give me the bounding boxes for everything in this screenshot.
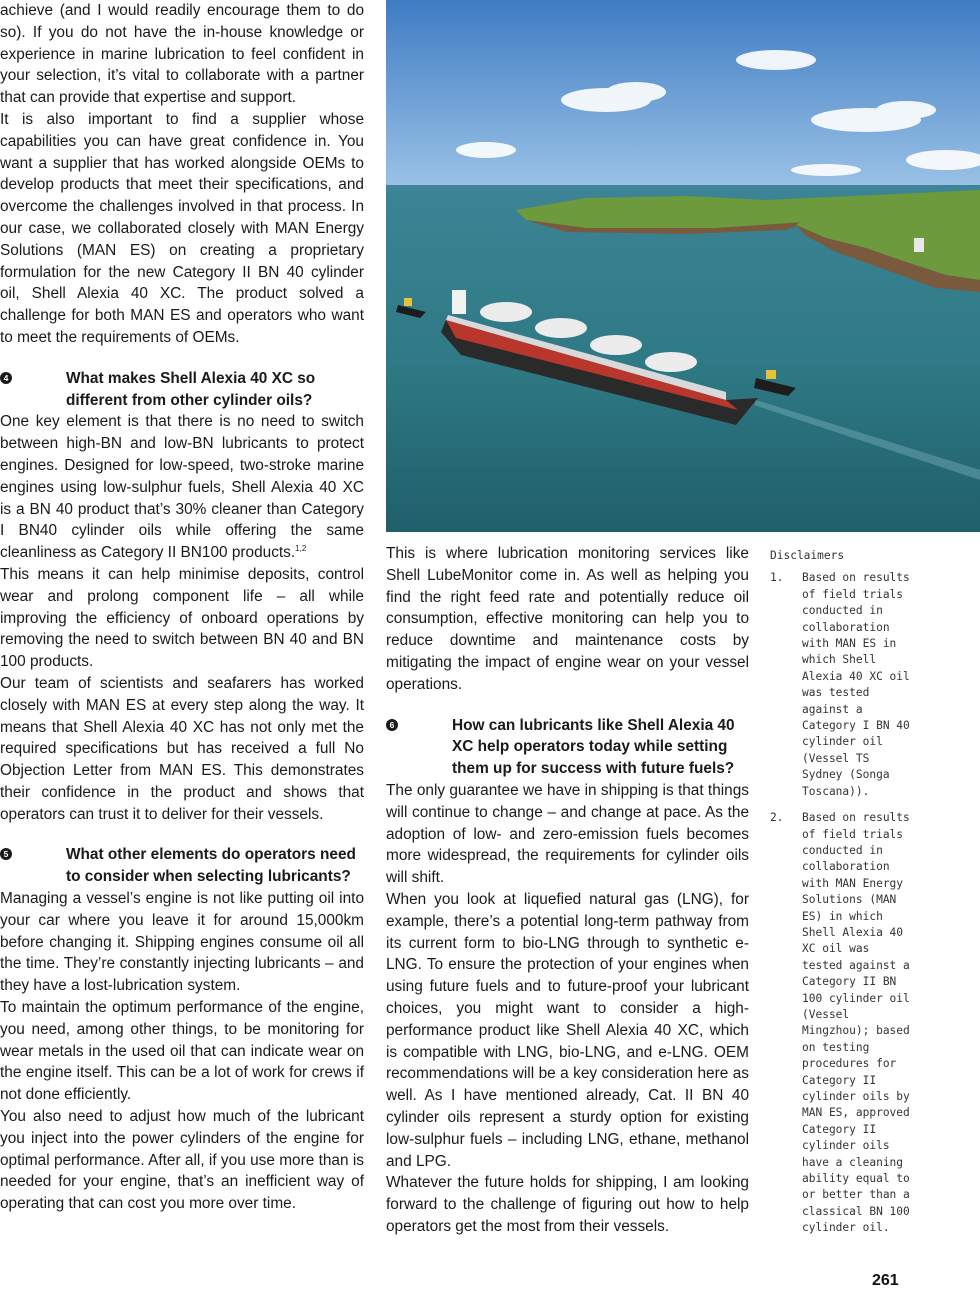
footnote-ref: 1,2 xyxy=(295,544,307,553)
paragraph: Our team of scientists and seafarers has worked closely with MAN ES at every step along the way. It means that Shell Alexia 40 XC has not only met the required specifications but has received a full No Objection Letter from MAN ES. This demonstrates their confidence in the product and shows that operators can trust it to deliver for their vessels. xyxy=(0,674,364,823)
page-number: 261 xyxy=(872,1272,899,1289)
question-heading xyxy=(0,368,364,412)
paragraph: Whatever the future holds for shipping, I am looking forward to the challenge of figuring out how to help operators get the most from their vessels. xyxy=(386,1174,749,1235)
disclaimers-heading: Disclaimers xyxy=(770,549,845,562)
paragraph: Managing a vessel’s engine is not like putting oil into your car where you leave it for around 15,000km before changing it. Shipping engines consume oil all the time. They’re constantly injecting lubricants – and they have a lost-lubrication system. xyxy=(0,890,364,995)
paragraph: This is where lubrication monitoring services like Shell LubeMonitor come in. As well as helping you find the right feed rate and potentially reduce oil consumption, effective monitoring can help you to reduce downtime and maintenance costs by mitigating the impact of engine wear on your vessel operations. xyxy=(386,545,749,693)
question-number-badge: 4 xyxy=(0,372,20,385)
middle-column xyxy=(386,543,749,1238)
paragraph: When you look at liquefied natural gas (LNG), for example, there’s a potential long-term pathway from its current form to bio-LNG through to synthetic e-LNG. To ensure the protection of your engines when using future fuels and to future-proof your lubricant choices, you might want to consider a high-performance product like Shell Alexia 40 XC, which is compatible with LNG, bio-LNG, and e-LNG. OEM recommendations will be a key consideration here as well. As I have mentioned already, Cat. II BN 40 cylinder oils represent a sturdy option for existing low-sulphur fuels – including LNG, ethane, methanol and LPG. xyxy=(386,890,749,1170)
lng-tanker-photo xyxy=(386,0,980,532)
question-title: What other elements do operators need to consider when selecting lubricants? xyxy=(66,846,356,886)
left-column xyxy=(0,0,364,1215)
paragraph: achieve (and I would readily encourage them to do so). If you do not have the in-house knowledge or experience in marine lubrication to feel confident in your selection, it’s vital to collaborate with a partner that can provide that expertise and support. xyxy=(0,2,364,107)
question-title: What makes Shell Alexia 40 XC so different from other cylinder oils? xyxy=(66,369,316,409)
question-number-badge: 5 xyxy=(0,848,20,861)
paragraph: This means it can help minimise deposits, control wear and prolong component life – all while improving the efficiency of onboard operations by removing the need to switch between BN 40 and BN 100 products. xyxy=(0,565,364,671)
paragraph: It is also important to find a supplier whose capabilities you can have great confidence in. You want a supplier that has worked alongside OEMs to develop products that meet their specifications, and overcome the challenges involved in that process. In our case, we collaborated closely with MAN Energy Solutions (MAN ES) on creating a proprietary formulation for the new Category II BN 40 cylinder oil, Shell Alexia 40 XC. The product solved a challenge for both MAN ES and operators who want to meet the requirements of OEMs. xyxy=(0,110,364,346)
question-number-badge: 6 xyxy=(386,719,406,732)
question-heading xyxy=(0,844,364,888)
paragraph: One key element is that there is no need to switch between high-BN and low-BN lubricants to protect engines. Designed for low-speed, two-stroke marine engines using low-sulphur fuels, Shell Alexia 40 XC is a BN 40 product that’s 30% cleaner than Category I BN40 cylinder oils while offering the same cleanliness as Category II BN100 products.$^{1,2}$ xyxy=(0,413,364,562)
lighthouse-building xyxy=(914,238,924,252)
sky xyxy=(386,0,980,190)
paragraph: You also need to adjust how much of the lubricant you inject into the power cylinders of the engine for optimal performance. After all, if you use more than is needed for your engine, that’s an inefficient way of operating that can cost you more over time. xyxy=(0,1108,364,1213)
question-heading xyxy=(386,715,749,780)
paragraph: To maintain the optimum performance of the engine, you need, among other things, to be monitoring for wear metals in the used oil that can indicate wear on the engine itself. This can be a lot of work for crews if not done efficiently. xyxy=(0,999,364,1104)
paragraph: The only guarantee we have in shipping is that things will continue to change – and change at pace. As the adoption of low- and zero-emission fuels becomes more widespread, the requirements for cylinder oils will shift. xyxy=(386,781,749,887)
question-title: How can lubricants like Shell Alexia 40 XC help operators today while setting them up for success with future fuels? xyxy=(452,716,735,778)
disclaimers xyxy=(770,548,920,1247)
disclaimer-item: 2. Based on results of field trials conducted in collaboration with MAN Energy Solutions (MAN ES) in which Shell Alexia 40 XC oil was tested against a Category II BN 100 cylinder oil (Vessel Mingzhou); based on testing procedures for Category II cylinder oils by MAN ES, approved Category II cylinder oils have a cleaning ability equal to or better than a classical BN 100 cylinder oil. xyxy=(770,811,910,1235)
disclaimer-item: 1. Based on results of field trials conducted in collaboration with MAN ES in which Shell Alexia 40 XC oil was tested against a Category I BN 40 cylinder oil (Vessel TS Sydney (Songa Toscana)). xyxy=(770,571,910,798)
